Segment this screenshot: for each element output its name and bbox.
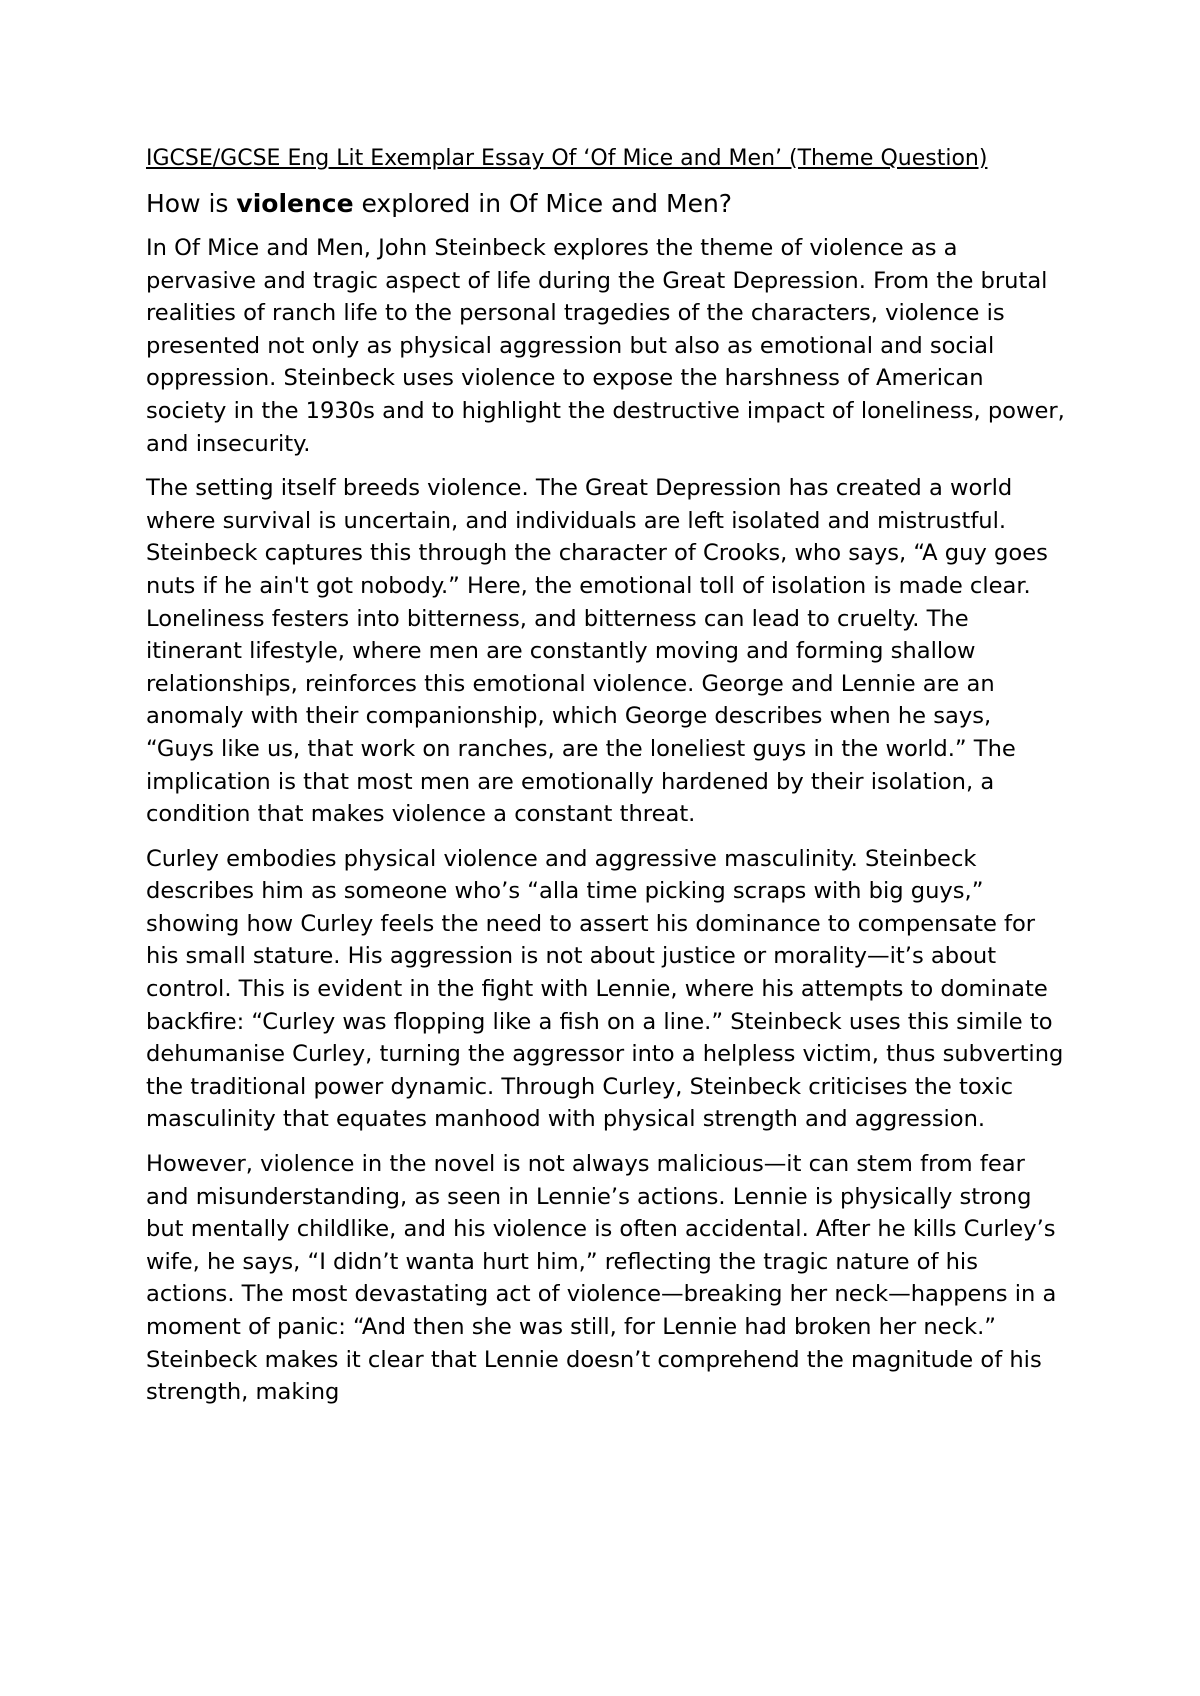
document-page	[146, 142, 1066, 1421]
question-prefix: How is	[146, 189, 237, 218]
paragraph-setting: The setting itself breeds violence. The Great Depression has created a world where survival is uncertain, and individuals are left isolated and mistrustful. Steinbeck captures this through the character of Crooks, who says, “A guy goes nuts if he ain't got nobody.” Here, the emotional toll of isolation is made clear. Loneliness festers into bitterness, and bitterness can lead to cruelty. The itinerant lifestyle, where men are constantly moving and forming shallow relationships, reinforces this emotional violence. George and Lennie are an anomaly with their companionship, which George describes when he says, “Guys like us, that work on ranches, are the loneliest guys in the world.” The implication is that most men are emotionally hardened by their isolation, a condition that makes violence a constant threat.	[146, 475, 1048, 828]
essay-question	[146, 187, 1066, 220]
paragraph-introduction: In Of Mice and Men, John Steinbeck explores the theme of violence as a pervasive and tragic aspect of life during the Great Depression. From the brutal realities of ranch life to the personal tragedies of the characters, violence is presented not only as physical aggression but also as emotional and social oppression. Steinbeck uses violence to expose the harshness of American society in the 1930s and to highlight the destructive impact of loneliness, power, and insecurity.	[146, 235, 1065, 457]
document-title: IGCSE/GCSE Eng Lit Exemplar Essay Of ‘Of Mice and Men’ (Theme Question)	[146, 146, 988, 171]
question-keyword: violence	[236, 189, 354, 218]
paragraph-lennie: However, violence in the novel is not always malicious—it can stem from fear and misunderstanding, as seen in Lennie’s actions. Lennie is physically strong but mentally childlike, and his violence is often accidental. After he kills Curley’s wife, he says, “I didn’t wanta hurt him,” reflecting the tragic nature of his actions. The most devastating act of violence—breaking her neck—happens in a moment of panic: “And then she was still, for Lennie had broken her neck.” Steinbeck makes it clear that Lennie doesn’t comprehend the magnitude of his strength, making	[146, 1151, 1057, 1406]
question-suffix: explored in Of Mice and Men?	[353, 189, 733, 218]
paragraph-curley: Curley embodies physical violence and aggressive masculinity. Steinbeck describes him as someone who’s “alla time picking scraps with big guys,” showing how Curley feels the need to assert his dominance to compensate for his small stature. His aggression is not about justice or morality—it’s about control. This is evident in the fight with Lennie, where his attempts to dominate backfire: “Curley was flopping like a fish on a line.” Steinbeck uses this simile to dehumanise Curley, turning the aggressor into a helpless victim, thus subverting the traditional power dynamic. Through Curley, Steinbeck criticises the toxic masculinity that equates manhood with physical strength and aggression.	[146, 845, 1064, 1133]
